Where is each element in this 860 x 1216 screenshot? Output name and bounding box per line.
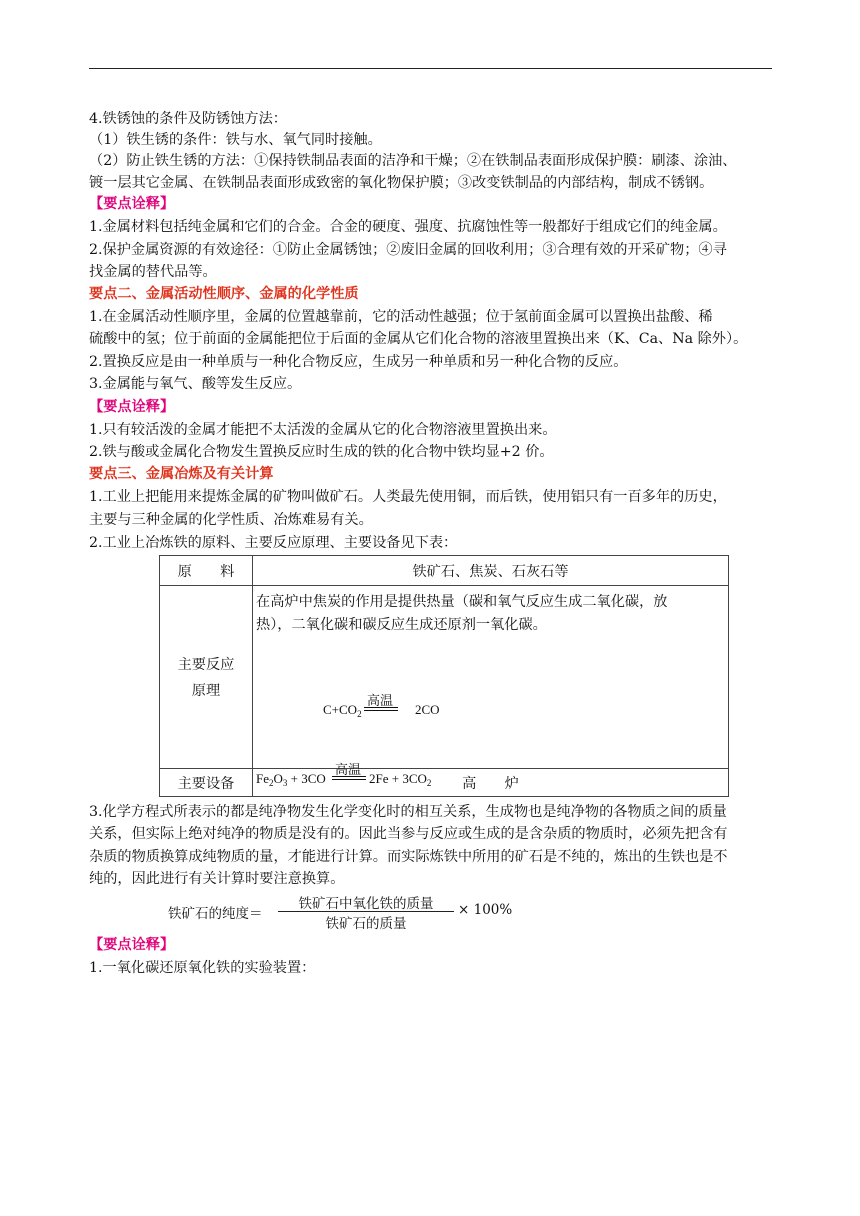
formula-lhs: 铁矿石的纯度＝ — [168, 906, 263, 922]
eq-term: C+CO — [323, 702, 358, 717]
equation-1 — [323, 702, 362, 719]
paragraph: 找金属的替代品等。 — [89, 264, 217, 280]
eq-term: 2Fe + 3CO — [369, 771, 427, 786]
paragraph: 1.在金属活动性顺序里，金属的位置越靠前，它的活动性越强；位于氢前面金属可以置换出盐酸、稀 — [89, 309, 713, 325]
eq-term: O — [273, 771, 283, 786]
table-cell — [253, 586, 729, 788]
eq-subscript: 3 — [282, 778, 288, 788]
paragraph: （2）防止铁生锈的方法：①保持铁制品表面的洁净和干燥；②在铁制品表面形成保护膜：刷漆、涂油、 — [89, 153, 737, 169]
purity-formula — [168, 892, 513, 932]
formula-numerator: 铁矿石中氧化铁的质量 — [298, 896, 434, 912]
paragraph: 镀一层其它金属、在铁制品表面形成致密的氧化物保护膜；③改变铁制品的内部结构，制成不锈钢。 — [89, 175, 714, 191]
paragraph: 1.工业上把能用来提炼金属的矿物叫做矿石。人类最先使用铜，而后铁，使用铝只有一百多年的历史， — [89, 489, 727, 505]
paragraph: 主要与三种金属的化学性质、冶炼难易有关。 — [89, 512, 373, 528]
paragraph: 1.金属材料包括纯金属和它们的合金。合金的硬度、强度、抗腐蚀性等一般都好于组成它们的纯金属。 — [89, 219, 727, 235]
paragraph: 关系，但实际上绝对纯净的物质是没有的。因此当参与反应或生成的是含杂质的物质时，必须先把含有 — [89, 826, 728, 842]
paragraph: 杂质的物质换算成纯物质的量，才能进行计算。而实际炼铁中所用的矿石是不纯的，炼出的生铁也是不 — [89, 849, 728, 865]
principle-line: 在高炉中焦炭的作用是提供热量（碳和氧气反应生成二氧化碳，放 — [256, 594, 668, 610]
table-cell — [160, 586, 253, 769]
paragraph: （1）铁生锈的条件：铁与水、氧气同时接触。 — [89, 132, 382, 148]
cell-label: 原理 — [191, 683, 221, 699]
equals-line — [364, 707, 398, 708]
note-heading: 【要点诠释】 — [89, 937, 175, 953]
formula-denominator: 铁矿石的质量 — [325, 916, 407, 932]
formula-rhs: × 100% — [458, 902, 513, 918]
paragraph: 纯的，因此进行有关计算时要注意换算。 — [89, 871, 345, 887]
principle-line: 热），二氧化碳和碳反应生成还原剂一氧化碳。 — [256, 617, 547, 633]
note-heading: 【要点诠释】 — [89, 196, 175, 212]
eq-term: + 3CO — [287, 771, 326, 786]
header-rule — [89, 68, 772, 69]
note-heading: 【要点诠释】 — [89, 399, 175, 415]
paragraph: 3.金属能与氧气、酸等发生反应。 — [89, 376, 302, 392]
eq-subscript: 2 — [357, 709, 362, 719]
equals-line — [364, 710, 398, 711]
reaction-condition: 高温 — [367, 694, 394, 709]
section-heading: 要点二、金属活动性顺序、金属的化学性质 — [89, 286, 359, 302]
paragraph: 硫酸中的氢；位于前面的金属能把位于后面的金属从它们化合物的溶液里置换出来（K、Ca、Na 除外）。 — [89, 331, 748, 347]
table-row — [160, 556, 729, 586]
paragraph: 1.只有较活泼的金属才能把不太活泼的金属从它的化合物溶液里置换出来。 — [89, 422, 557, 438]
section-heading: 要点三、金属冶炼及有关计算 — [89, 466, 274, 482]
eq-term: Fe — [256, 771, 269, 786]
paragraph: 2.置换反应是由一种单质与一种化合物反应，生成另一种单质和另一种化合物的反应。 — [89, 354, 628, 370]
smelting-table — [159, 555, 729, 797]
table-cell: 原 料 — [160, 556, 253, 586]
paragraph: 2.工业上冶炼铁的原料、主要反应原理、主要设备见下表： — [89, 535, 458, 551]
eq-product: 2CO — [415, 702, 440, 717]
cell-label: 主要反应 — [177, 657, 235, 673]
principle-text — [256, 591, 667, 637]
table-cell: 高 炉 — [253, 769, 729, 797]
eq-subscript: 2 — [426, 778, 432, 788]
paragraph: 2.保护金属资源的有效途径：①防止金属锈蚀；②废旧金属的回收利用；③合理有效的开采矿物；④寻 — [89, 242, 727, 258]
paragraph: 3.化学方程式所表示的都是纯净物发生化学变化时的相互关系，生成物也是纯净物的各物质之间的质量 — [89, 804, 727, 820]
table-cell: 铁矿石、焦炭、石灰石等 — [253, 556, 729, 586]
paragraph: 4.铁锈蚀的条件及防锈蚀方法： — [89, 111, 287, 127]
table-row — [160, 769, 729, 797]
table-row — [160, 586, 729, 769]
reaction-condition: 高温 — [335, 763, 362, 778]
paragraph: 1.一氧化碳还原氧化铁的实验装置： — [89, 960, 316, 976]
table-cell: 主要设备 — [160, 769, 253, 797]
paragraph: 2.铁与酸或金属化合物发生置换反应时生成的铁的化合物中铁均显+2 价。 — [89, 444, 554, 460]
eq-subscript: 2 — [269, 778, 274, 788]
